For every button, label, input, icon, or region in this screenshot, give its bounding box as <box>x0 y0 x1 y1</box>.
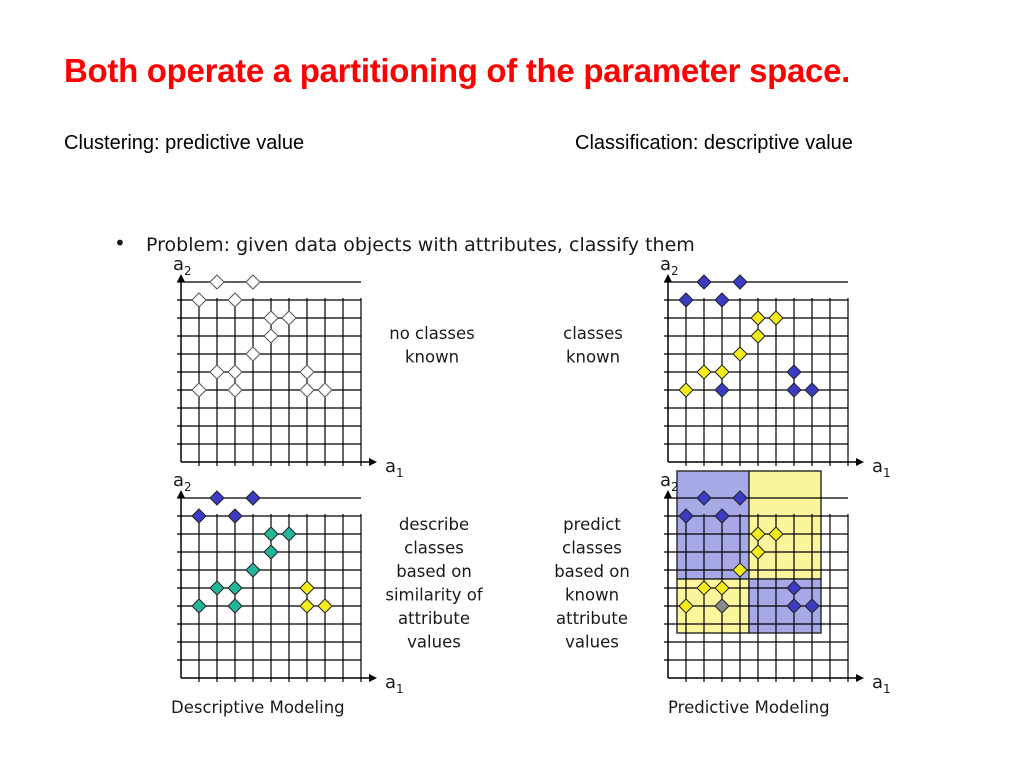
panel-footer: Predictive Modeling <box>668 698 830 717</box>
point-blue <box>679 293 693 307</box>
caption-line: known <box>565 347 621 367</box>
panel-descriptive <box>171 470 484 717</box>
point-blue <box>715 293 729 307</box>
point-unknown <box>228 365 242 379</box>
panel-predictive <box>554 470 890 717</box>
point-blue <box>228 509 242 523</box>
point-teal <box>246 563 260 577</box>
x-axis-label: $a_1$ <box>385 672 404 696</box>
y-axis-label: $a_2$ <box>173 470 192 494</box>
point-teal <box>264 527 278 541</box>
point-blue <box>787 365 801 379</box>
point-blue <box>787 383 801 397</box>
point-unknown <box>228 383 242 397</box>
point-teal <box>282 527 296 541</box>
region-blue-0 <box>677 471 749 579</box>
x-axis-arrow <box>369 674 377 682</box>
x-axis-arrow <box>856 458 864 466</box>
caption-line: predict <box>563 515 621 534</box>
point-teal <box>192 599 206 613</box>
caption-line: based on <box>396 562 472 581</box>
point-unknown <box>300 383 314 397</box>
point-blue <box>715 383 729 397</box>
point-yellow <box>697 365 711 379</box>
caption-line: known <box>404 347 460 367</box>
point-unknown <box>192 383 206 397</box>
y-axis-label: $a_2$ <box>660 254 679 278</box>
point-yellow <box>300 581 314 595</box>
point-unknown <box>210 365 224 379</box>
point-yellow <box>733 347 747 361</box>
point-yellow <box>715 365 729 379</box>
point-blue <box>805 383 819 397</box>
point-blue <box>210 491 224 505</box>
y-axis-label: $a_2$ <box>660 470 679 494</box>
point-yellow <box>679 383 693 397</box>
point-teal <box>228 581 242 595</box>
slide-title: Both operate a partitioning of the parameter space. <box>64 52 851 89</box>
caption-line: no classes <box>389 324 475 343</box>
bullet-dot: • <box>114 231 126 255</box>
y-axis-label: $a_2$ <box>173 254 192 278</box>
x-axis-label: $a_1$ <box>872 456 891 480</box>
point-unknown <box>318 383 332 397</box>
point-teal <box>210 581 224 595</box>
point-unknown <box>264 311 278 325</box>
point-teal <box>264 545 278 559</box>
point-blue <box>192 509 206 523</box>
point-unknown <box>246 347 260 361</box>
caption-line: attribute <box>556 609 628 628</box>
region-yellow-1 <box>749 471 821 579</box>
caption-line: classes <box>563 324 623 343</box>
panel-classes-known <box>563 254 891 480</box>
x-axis-label: $a_1$ <box>385 456 404 480</box>
bullet-text: Problem: given data objects with attributes, classify them <box>146 234 695 256</box>
point-unknown <box>282 311 296 325</box>
point-yellow <box>300 599 314 613</box>
caption-line: describe <box>398 515 470 534</box>
grid <box>177 282 361 466</box>
grid <box>177 498 361 682</box>
caption-line: values <box>407 632 461 652</box>
point-unknown <box>300 365 314 379</box>
point-teal <box>228 599 242 613</box>
clustering-subtitle: Clustering: predictive value <box>64 132 305 154</box>
point-blue <box>733 275 747 289</box>
panel-footer: Descriptive Modeling <box>171 698 345 717</box>
x-axis-arrow <box>369 458 377 466</box>
point-yellow <box>318 599 332 613</box>
caption-line: based on <box>554 562 630 581</box>
grid <box>664 282 848 466</box>
point-unknown <box>228 293 242 307</box>
point-unknown <box>264 329 278 343</box>
caption-line: known <box>564 585 620 605</box>
caption-line: classes <box>562 538 622 558</box>
caption-line: values <box>565 632 619 652</box>
point-yellow <box>751 329 765 343</box>
point-yellow <box>751 311 765 325</box>
classification-subtitle: Classification: descriptive value <box>575 132 853 154</box>
caption-line: attribute <box>398 609 470 628</box>
caption-line: similarity of <box>385 585 483 605</box>
x-axis-label: $a_1$ <box>872 672 891 696</box>
panel-no-classes <box>173 254 475 480</box>
point-unknown <box>192 293 206 307</box>
point-unknown <box>210 275 224 289</box>
point-blue <box>246 491 260 505</box>
caption-line: classes <box>404 538 464 558</box>
point-unknown <box>246 275 260 289</box>
point-yellow <box>769 311 783 325</box>
point-blue <box>697 275 711 289</box>
x-axis-arrow <box>856 674 864 682</box>
